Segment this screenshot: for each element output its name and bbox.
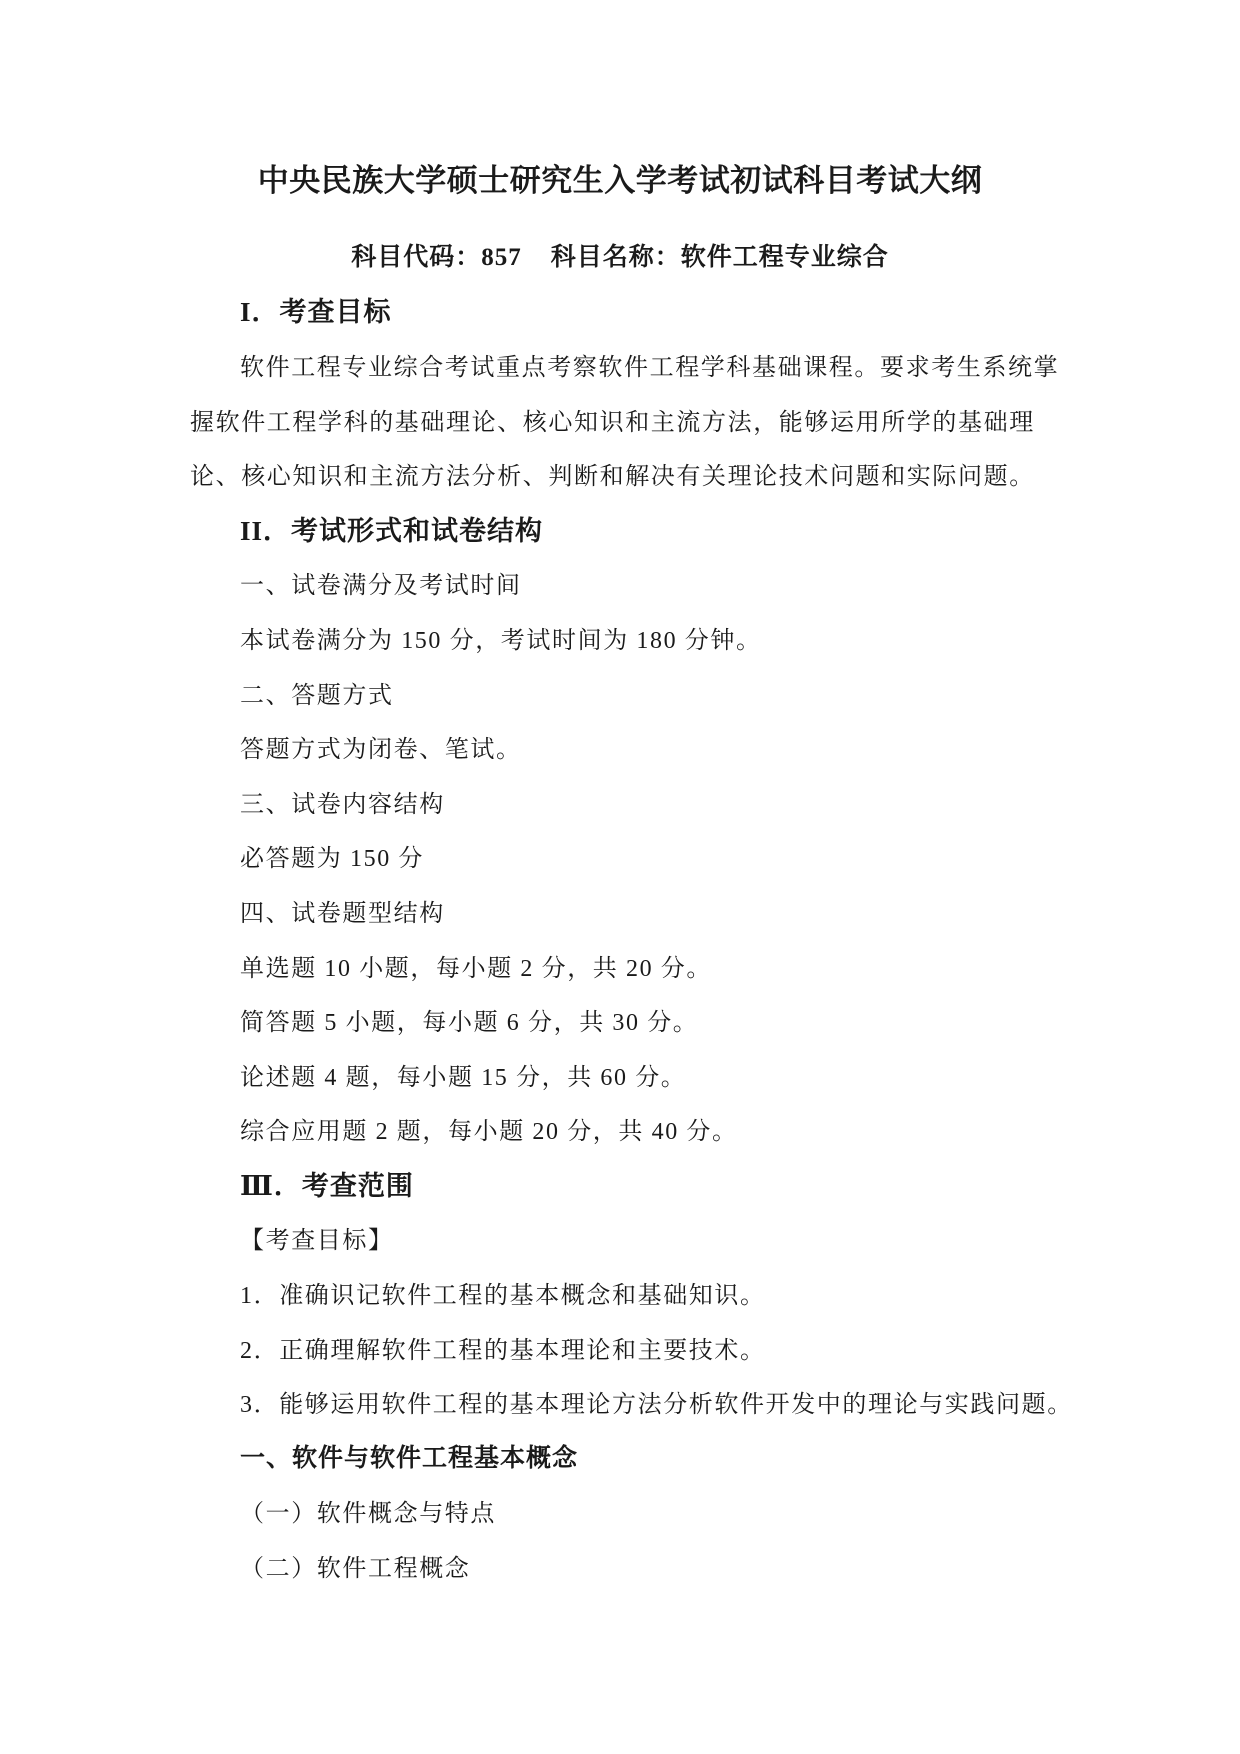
item-essay: 论述题 4 题，每小题 15 分，共 60 分。 — [240, 1064, 687, 1091]
item-full-score-time-heading: 一、试卷满分及考试时间 — [240, 573, 522, 600]
objective-item-2: 2．正确理解软件工程的基本理论和主要技术。 — [240, 1337, 766, 1364]
item-short-answer: 简答题 5 小题，每小题 6 分，共 30 分。 — [240, 1010, 699, 1037]
item-answer-mode-heading: 二、答题方式 — [240, 682, 394, 709]
item-comprehensive-application: 综合应用题 2 题，每小题 20 分，共 40 分。 — [240, 1119, 738, 1146]
item-content-structure-heading: 三、试卷内容结构 — [240, 791, 445, 818]
item-question-types-heading: 四、试卷题型结构 — [240, 900, 445, 927]
item-content-structure-value: 必答题为 150 分 — [240, 846, 424, 873]
subsection-software-engineering-concept: （二）软件工程概念 — [240, 1556, 471, 1583]
section-heading-exam-scope: Ⅲ．考查范围 — [240, 1170, 414, 1201]
item-single-choice: 单选题 10 小题，每小题 2 分，共 20 分。 — [240, 955, 712, 982]
paragraph-line: 握软件工程学科的基础理论、核心知识和主流方法，能够运用所学的基础理 — [190, 409, 1035, 436]
objective-item-1: 1．准确识记软件工程的基本概念和基础知识。 — [240, 1283, 766, 1310]
subsection-software-concept: （一）软件概念与特点 — [240, 1501, 496, 1528]
section-heading-exam-format: II．考试形式和试卷结构 — [240, 515, 544, 546]
objective-item-3: 3．能够运用软件工程的基本理论方法分析软件开发中的理论与实践问题。 — [240, 1392, 1073, 1419]
paragraph-line: 论、核心知识和主流方法分析、判断和解决有关理论技术问题和实际问题。 — [190, 464, 1035, 491]
section-heading-exam-objectives: I．考查目标 — [240, 297, 392, 328]
document-body — [0, 228, 1240, 1593]
item-full-score-time-value: 本试卷满分为 150 分，考试时间为 180 分钟。 — [240, 627, 762, 654]
chapter-heading-software-basics: 一、软件与软件工程基本概念 — [240, 1445, 579, 1473]
item-answer-mode-value: 答题方式为闭卷、笔试。 — [240, 737, 522, 764]
subject-code-and-name: 科目代码：857 科目名称：软件工程专业综合 — [351, 244, 889, 272]
document-title: 中央民族大学硕士研究生入学考试初试科目考试大纲 — [257, 163, 983, 198]
paragraph-line: 软件工程专业综合考试重点考察软件工程学科基础课程。要求考生系统掌 — [240, 354, 1060, 381]
label-exam-objectives: 【考查目标】 — [240, 1228, 394, 1255]
